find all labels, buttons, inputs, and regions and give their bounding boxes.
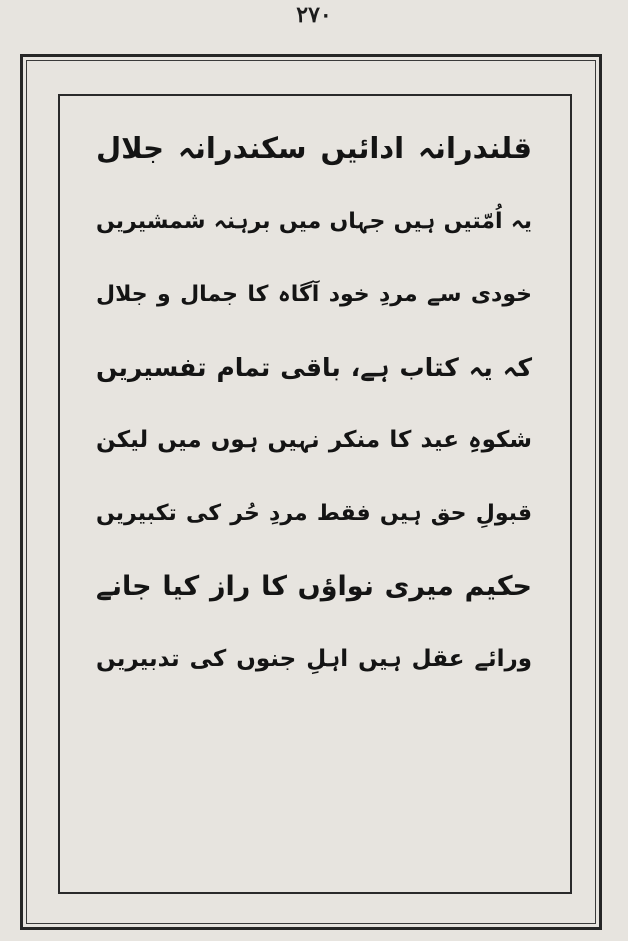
verse-line: قلندرانہ ادائیں سکندرانہ جلال (96, 131, 532, 165)
poem-verses (96, 112, 532, 696)
verse-line: خودی سے مردِ خود آگاہ کا جمال و جلال (96, 282, 532, 307)
verse-line: کہ یہ کتاب ہے، باقی تمام تفسیریں (96, 353, 532, 382)
verse-line: شکوہِ عید کا منکر نہیں ہوں میں لیکن (96, 427, 532, 453)
page-number: ۲۷۰ (296, 2, 332, 28)
verse-line: ورائے عقل ہیں اہلِ جنوں کی تدبیریں (96, 646, 532, 672)
verse-line: قبولِ حق ہیں فقط مردِ حُر کی تکبیریں (96, 501, 532, 526)
verse-line: حکیم میری نواؤں کا راز کیا جانے (96, 571, 532, 602)
verse-line: یہ اُمّتیں ہیں جہاں میں برہنہ شمشیریں (96, 209, 532, 234)
